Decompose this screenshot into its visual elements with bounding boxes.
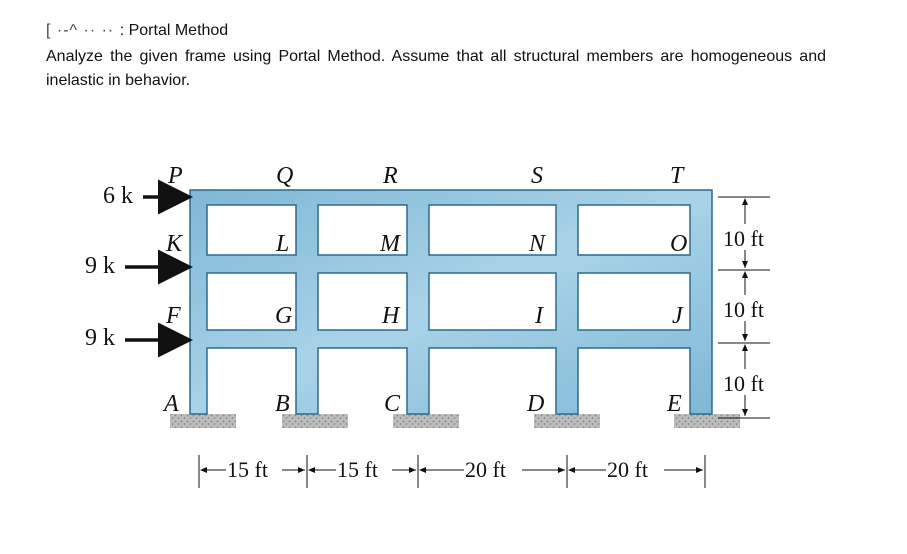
joint-a: A — [164, 391, 179, 417]
bay-width-dims — [199, 455, 705, 488]
joint-h: H — [382, 303, 400, 329]
support-c — [393, 414, 459, 428]
joint-n: N — [529, 231, 546, 257]
joint-j: J — [672, 303, 683, 329]
joint-g: G — [275, 303, 293, 329]
joint-f: F — [166, 303, 181, 329]
joint-c: C — [384, 391, 401, 417]
support-a — [170, 414, 236, 428]
problem-statement: Analyze the given frame using Portal Method. Assume that all structural members are homogeneous and inelastic in behavior. — [46, 48, 826, 89]
load-9k-lower-label: 9 k — [85, 325, 115, 351]
joint-e: E — [667, 391, 682, 417]
width-dim-4: 20 ft — [607, 457, 648, 482]
load-6k-label: 6 k — [103, 183, 133, 209]
joint-k: K — [166, 231, 183, 257]
joint-l: L — [276, 231, 290, 257]
height-dim-middle: 10 ft — [723, 297, 764, 322]
garbled-prefix: [ ·-^ ·· ·· — [46, 22, 120, 39]
joint-i: I — [535, 303, 543, 329]
joint-r: R — [383, 163, 398, 189]
support-e — [674, 414, 740, 428]
load-9k-upper-label: 9 k — [85, 253, 115, 279]
width-dim-1: 15 ft — [227, 457, 268, 482]
joint-q: Q — [276, 163, 294, 189]
joint-d: D — [527, 391, 545, 417]
ground-supports — [170, 414, 740, 428]
width-dim-3: 20 ft — [465, 457, 506, 482]
section-title: : Portal Method — [119, 22, 229, 39]
height-dim-bottom: 10 ft — [723, 371, 764, 396]
portal-frame — [190, 190, 712, 414]
joint-s: S — [531, 163, 543, 189]
support-b — [282, 414, 348, 428]
joint-t: T — [670, 163, 684, 189]
joint-p: P — [168, 163, 183, 189]
width-dim-2: 15 ft — [337, 457, 378, 482]
joint-m: M — [380, 231, 400, 257]
joint-b: B — [275, 391, 290, 417]
story-height-dims — [718, 197, 778, 418]
height-dim-top: 10 ft — [723, 226, 764, 251]
joint-o: O — [670, 231, 688, 257]
